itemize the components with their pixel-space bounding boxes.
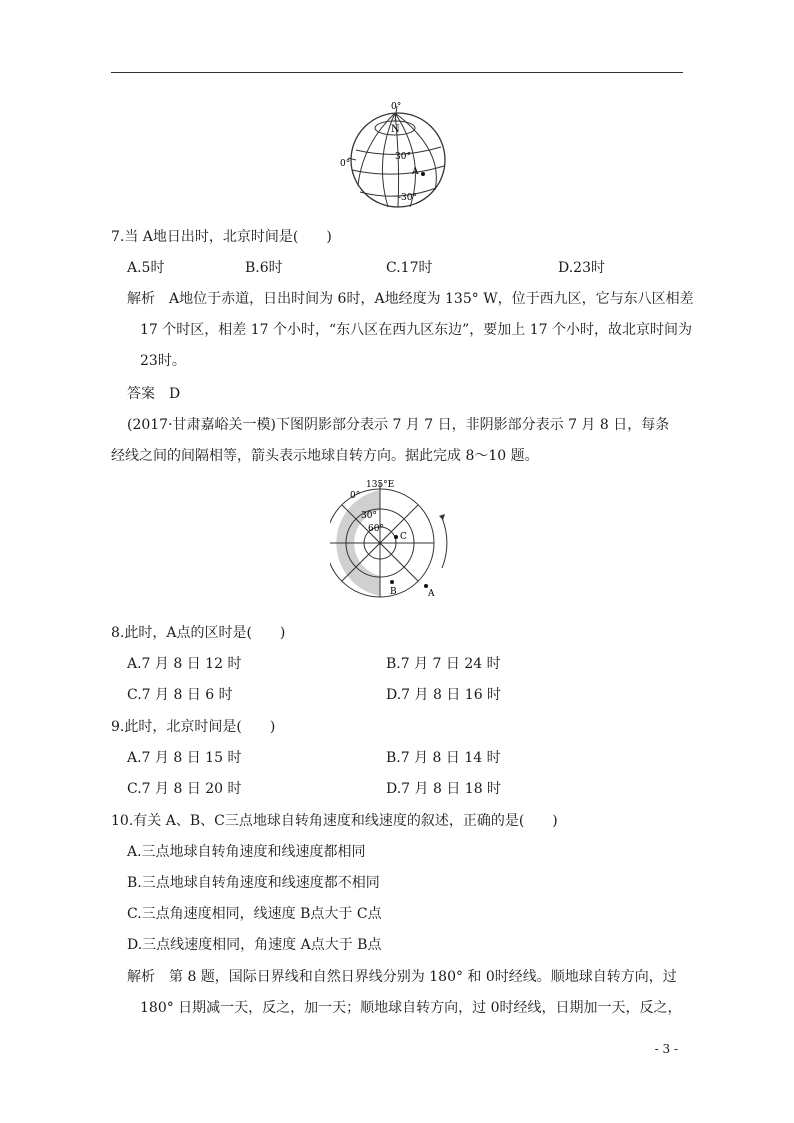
q9-option-a: A.7 月 8 日 15 时 [127,750,242,766]
header-rule [111,72,683,73]
q7-analysis-line-1: 解析 A地位于赤道，日出时间为 6时，A地经度为 135° W，位于西九区，它与东八区相差 [127,291,694,307]
label-lat-upper: 30° [395,152,411,162]
label-0: 0° [350,491,361,501]
q7-stem: 7.当 A地日出时，北京时间是( ) [111,229,332,245]
label-top: 0° [391,102,402,112]
q7-option-a: A.5时 [127,260,165,276]
q10-option-b: B.三点地球自转角速度和线速度都不相同 [127,875,380,891]
q10-option-d: D.三点线速度相同，角速度 A点大于 B点 [127,937,382,953]
page-number: - 3 - [654,1042,678,1056]
label-60: 60° [368,524,384,534]
label-lat-lower: -30° [398,193,417,203]
q8-option-c: C.7 月 8 日 6 时 [127,687,233,703]
label-left: 0° [340,159,351,169]
q9-option-d: D.7 月 8 日 18 时 [386,781,502,797]
label-30: 30° [361,511,377,521]
point-b-marker [390,580,394,584]
q8-stem: 8.此时，A点的区时是( ) [111,625,286,641]
intro-line-1: (2017·甘肃嘉峪关一模)下图阴影部分表示 7 月 7 日，非阴影部分表示 7 月 8 日，每条 [127,417,670,433]
q7-answer: 答案 D [127,386,181,402]
meridian-5 [358,113,395,186]
label-c: C [400,532,407,542]
q10-analysis-line-1: 解析 第 8 题，国际日界线和自然日界线分别为 180° 和 0时经线。顺地球自转方向，过 [127,969,677,985]
q8-option-d: D.7 月 8 日 16 时 [386,687,502,703]
q7-analysis-line-2: 17 个时区，相差 17 个小时，“东八区在西九区东边”，要加上 17 个小时，故北京时间为 [140,322,693,338]
globe-figure [340,100,460,218]
label-point: A [412,167,419,177]
label-north: N [391,124,400,135]
rotation-arrow-path [442,518,447,568]
intro-line-2: 经线之间的间隔相等，箭头表示地球自转方向。据此完成 8～10 题。 [111,448,539,464]
q7-option-b: B.6时 [245,260,283,276]
q10-analysis-line-2: 180° 日期减一天，反之，加一天；顺地球自转方向，过 0时经线，日期加一天，反之， [140,1000,682,1016]
q9-option-c: C.7 月 8 日 20 时 [127,781,242,797]
q10-option-a: A.三点地球自转角速度和线速度都相同 [127,844,366,860]
q7-option-d: D.23时 [558,260,605,276]
q7-option-c: C.17时 [386,260,433,276]
q9-option-b: B.7 月 8 日 14 时 [386,750,501,766]
point-a-marker [424,584,428,588]
polar-figure [330,478,466,600]
q10-option-c: C.三点角速度相同，线速度 B点大于 C点 [127,906,382,922]
label-b: B [390,587,397,597]
q7-analysis-line-3: 23时。 [140,353,186,369]
q8-option-b: B.7 月 7 日 24 时 [386,656,501,672]
label-135e: 135°E [366,480,395,490]
q10-stem: 10.有关 A、B、C三点地球自转角速度和线速度的叙述，正确的是( ) [111,813,558,829]
q8-option-a: A.7 月 8 日 12 时 [127,656,242,672]
point-a-marker [421,172,425,176]
q9-stem: 9.此时，北京时间是( ) [111,719,276,735]
label-a: A [428,589,435,599]
point-c-marker [394,535,398,539]
